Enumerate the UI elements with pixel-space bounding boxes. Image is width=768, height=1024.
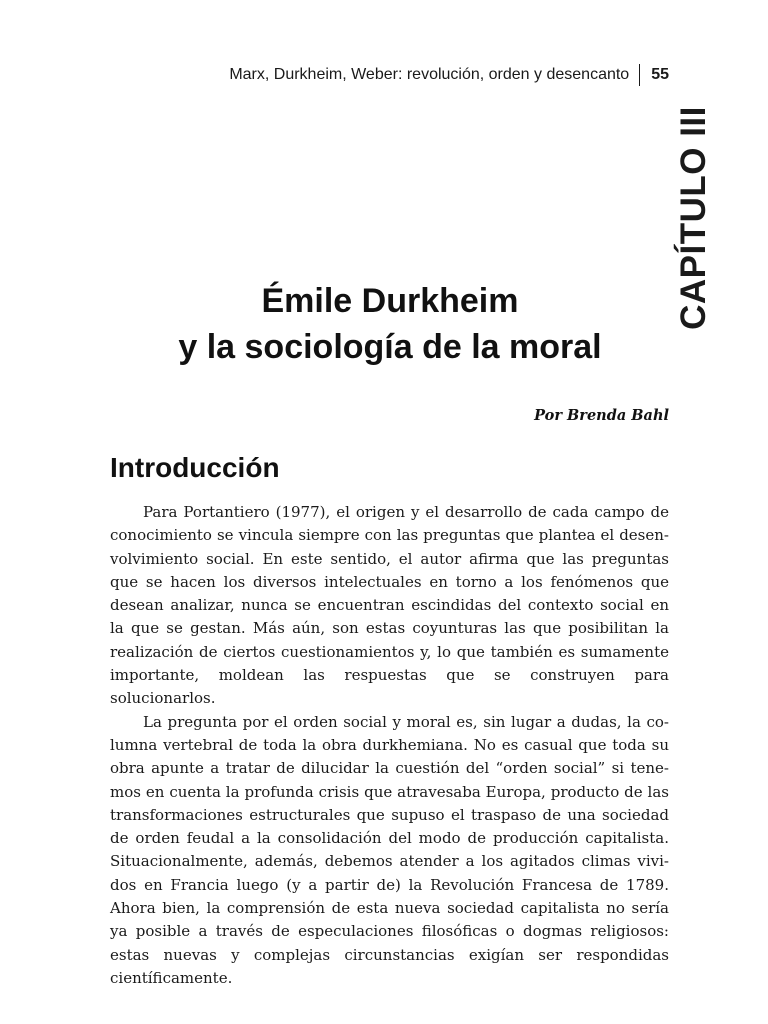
paragraph: Para Portantiero (1977), el origen y el desarrollo de cada campo de conocimiento se vincula siempre con las preguntas que plantea el desenvolvimiento social. En este sentido, el autor afirma que las preguntas que se hacen los diversos intelectuales en torno a los fenómenos que desean analizar, nunca se encuentran escindidas del contexto social en la que se gestan. Más aún, son estas coyunturas las que posibilitan la realización de ciertos cuestionamientos y, lo que también es sumamente importante, moldean las respuestas que se construyen para solucionarlos. xyxy=(110,503,669,708)
page-number: 55 xyxy=(651,66,669,83)
body-text xyxy=(110,501,669,990)
chapter-title-line-2: y la sociología de la moral xyxy=(178,328,602,366)
author-byline: Por Brenda Bahl xyxy=(534,407,669,424)
section-heading: Introducción xyxy=(110,452,280,483)
running-header xyxy=(229,64,669,86)
chapter-label: CAPÍTULO III xyxy=(674,106,713,330)
running-header-title: Marx, Durkheim, Weber: revolución, orden y desencanto xyxy=(229,66,630,83)
chapter-title-line-1: Émile Durkheim xyxy=(261,282,519,320)
paragraph: La pregunta por el orden social y moral es, sin lugar a dudas, la columna vertebral de toda la obra durkhemiana. No es casual que toda su obra apunte a tratar de dilucidar la cuestión del “orden social” si tenemos en cuenta la profunda crisis que atravesaba Europa, producto de las transformaciones estructurales que supuso el traspaso de una sociedad de orden feudal a la consolidación del modo de producción capitalista. Situacionalmente, además, debemos atender a los agitados climas vividos en Francia luego (y a partir de) la Revolución Francesa de 1789. Ahora bien, la comprensión de esta nueva sociedad capitalista no sería ya posible a través de especulaciones filosóficas o dogmas religiosos: estas nuevas y complejas circunstancias exigían ser respondidas científicamente. xyxy=(110,712,669,987)
chapter-title xyxy=(110,278,670,370)
chapter-tab xyxy=(670,106,718,330)
header-separator xyxy=(639,64,640,86)
